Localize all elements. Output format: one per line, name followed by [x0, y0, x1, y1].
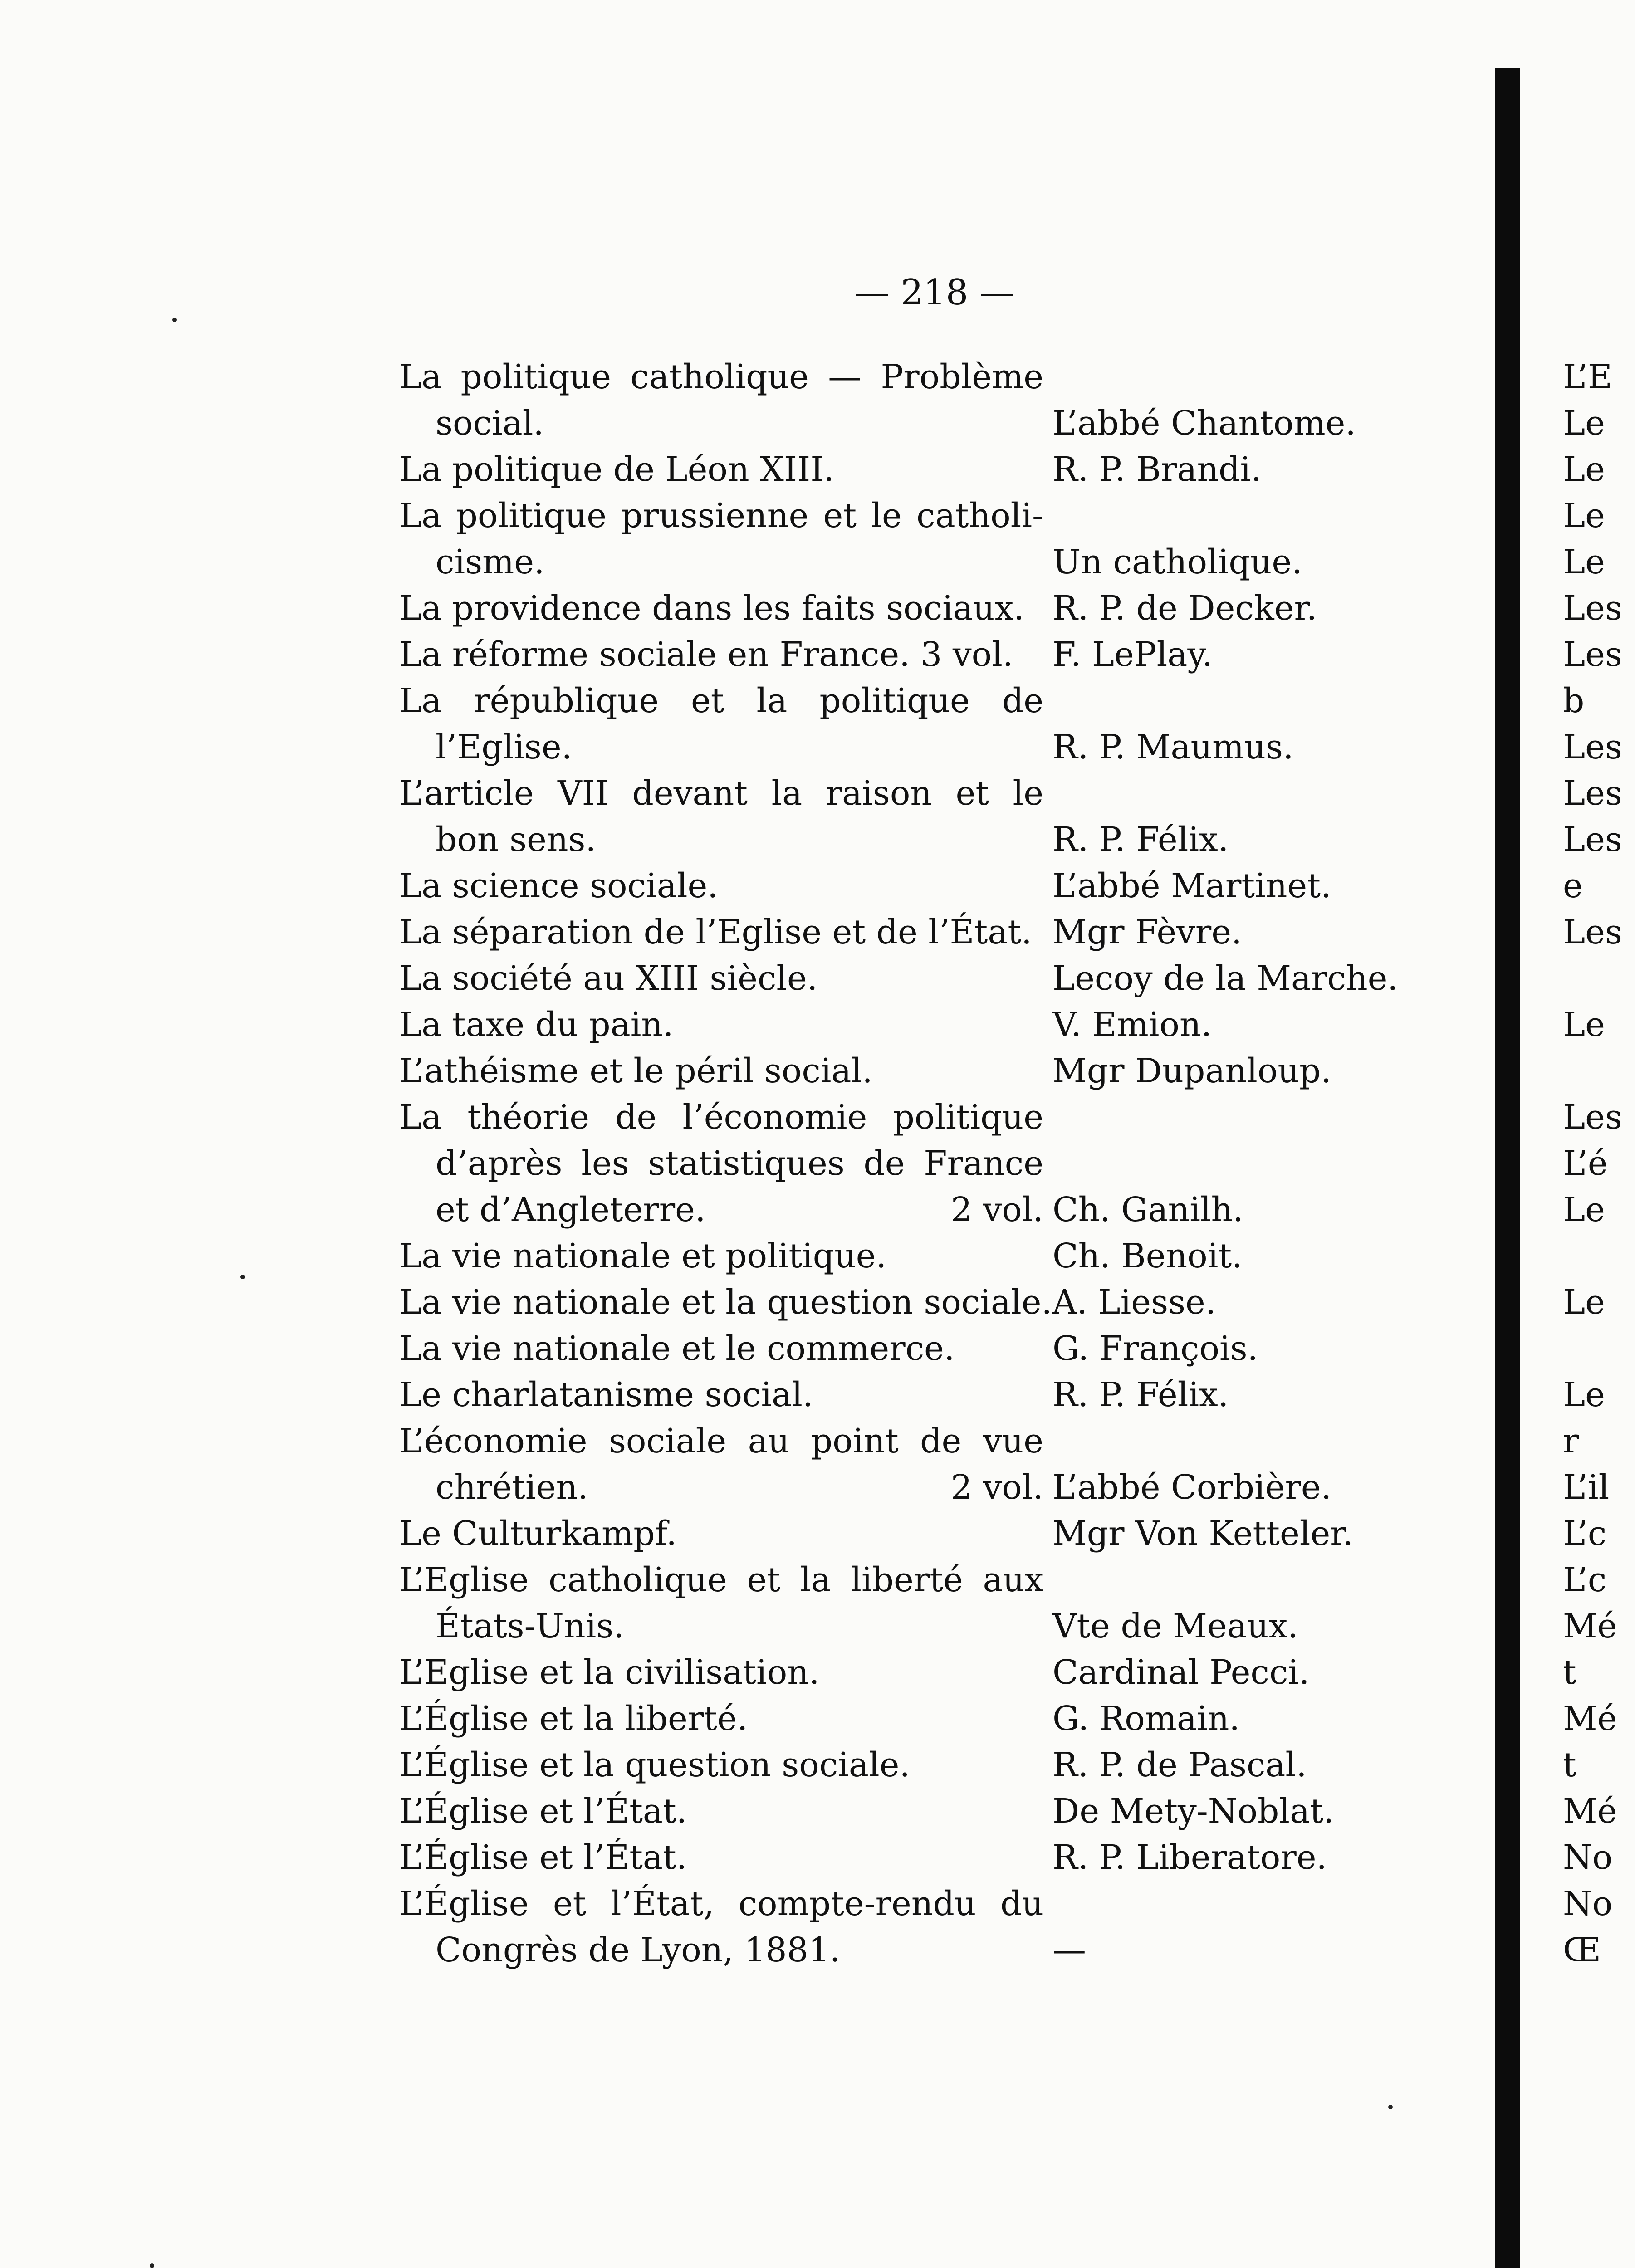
bibliography-entry — [399, 909, 1388, 955]
entry-author: Mgr Dupanloup. — [1052, 1051, 1331, 1090]
entry-title-line: l’Eglise. — [436, 728, 573, 767]
facing-page-fragment: t — [1563, 1653, 1576, 1692]
entry-title-line: L’article VII devant la raison et le — [399, 774, 1043, 813]
entry-author: Mgr Von Ketteler. — [1052, 1514, 1354, 1553]
entry-title-line: La vie nationale et la question sociale. — [399, 1283, 1052, 1322]
entry-title-line: La science sociale. — [399, 866, 718, 905]
bibliography-entry — [399, 1788, 1388, 1834]
entry-title-line: Le charlatanisme social. — [399, 1375, 813, 1414]
bibliography-entry — [399, 1094, 1388, 1233]
bibliography-entry — [399, 1418, 1388, 1510]
entry-author: Ch. Ganilh. — [1052, 1190, 1243, 1229]
entry-title-line: La providence dans les faits sociaux. — [399, 589, 1024, 628]
entry-author: A. Liesse. — [1052, 1283, 1216, 1322]
entry-title-line: Congrès de Lyon, 1881. — [436, 1931, 841, 1970]
entry-title-line: La vie nationale et politique. — [399, 1237, 887, 1276]
entry-author: Un catholique. — [1052, 543, 1302, 582]
entry-title-line: La république et la politique de — [399, 681, 1043, 720]
entry-title-line: cisme. — [436, 543, 545, 582]
entry-author: R. P. de Pascal. — [1052, 1745, 1307, 1784]
entry-title-line: La société au XIII siècle. — [399, 959, 818, 998]
facing-page-fragment: Les — [1563, 913, 1622, 952]
facing-page-fragment: t — [1563, 1745, 1576, 1784]
entry-title-line: et d’Angleterre. — [436, 1190, 706, 1229]
facing-page-fragment: b — [1563, 681, 1585, 720]
entry-author: R. P. Maumus. — [1052, 728, 1294, 767]
entry-title-line: La théorie de l’économie politique — [399, 1098, 1043, 1137]
entry-title-line: bon sens. — [436, 820, 597, 859]
bibliography-entry — [399, 1557, 1388, 1649]
entry-title-line: La politique catholique — Problème — [399, 357, 1043, 396]
entry-author: R. P. Liberatore. — [1052, 1838, 1327, 1877]
facing-page-fragment: Le — [1563, 1283, 1605, 1322]
entry-author: Vte de Meaux. — [1052, 1607, 1298, 1646]
entry-author: R. P. de Decker. — [1052, 589, 1317, 628]
bibliography-entry — [399, 446, 1388, 493]
entry-author: F. LePlay. — [1052, 635, 1213, 674]
facing-page-fragment: L’c — [1563, 1514, 1607, 1553]
entry-volumes: 2 vol. — [950, 1468, 1043, 1507]
bibliography-entry — [399, 1834, 1388, 1881]
bibliography-entry — [399, 1510, 1388, 1557]
entry-title-line: L’Eglise et la civilisation. — [399, 1653, 820, 1692]
bibliography-entry — [399, 1233, 1388, 1279]
entry-title-line: La séparation de l’Eglise et de l’État. — [399, 913, 1032, 952]
entry-author: R. P. Félix. — [1052, 1375, 1229, 1414]
entry-author: Cardinal Pecci. — [1052, 1653, 1310, 1692]
entry-title-line: L’Église et l’État, compte-rendu du — [399, 1884, 1043, 1923]
bibliography-entry — [399, 1881, 1388, 1973]
entry-title-line: États-Unis. — [436, 1607, 624, 1646]
bibliography-list — [399, 354, 1398, 1973]
facing-page-fragment: Les — [1563, 589, 1622, 628]
entry-title-line: Le Culturkampf. — [399, 1514, 677, 1553]
entry-title-line: L’Église et la liberté. — [399, 1699, 748, 1738]
facing-page-fragment: Le — [1563, 450, 1605, 489]
entry-author: L’abbé Martinet. — [1052, 866, 1331, 905]
entry-title-line: L’économie sociale au point de vue — [399, 1422, 1043, 1461]
bibliography-entry — [399, 863, 1388, 909]
entry-author: Lecoy de la Marche. — [1052, 959, 1398, 998]
entry-title-line: L’Église et l’État. — [399, 1792, 687, 1831]
facing-page-fragment: L’c — [1563, 1560, 1607, 1599]
facing-page-fragment: Le — [1563, 1375, 1605, 1414]
bibliography-entry — [399, 678, 1388, 770]
entry-author: G. François. — [1052, 1329, 1258, 1368]
facing-page-fragment: Mé — [1563, 1792, 1617, 1831]
facing-page-fragment: Le — [1563, 543, 1605, 582]
entry-author: Ch. Benoit. — [1052, 1237, 1243, 1276]
facing-page-fragment: L’E — [1563, 357, 1612, 396]
facing-page-fragment: L’é — [1563, 1144, 1608, 1183]
bibliography-entry — [399, 1325, 1388, 1372]
entry-title-line: L’athéisme et le péril social. — [399, 1051, 873, 1090]
bibliography-entry — [399, 1279, 1388, 1325]
facing-page-fragment: e — [1563, 866, 1583, 905]
bibliography-entry — [399, 1372, 1388, 1418]
bibliography-entry — [399, 1649, 1388, 1696]
entry-author: V. Emion. — [1052, 1005, 1212, 1044]
facing-page-fragment: L’il — [1563, 1468, 1610, 1507]
facing-page-fragment: Le — [1563, 1005, 1605, 1044]
facing-page-fragment: Œ — [1563, 1931, 1601, 1970]
facing-page-fragment: No — [1563, 1884, 1613, 1923]
bibliography-entry — [399, 631, 1388, 678]
entry-title-line: L’Église et l’État. — [399, 1838, 687, 1877]
facing-page-edge — [1563, 354, 1635, 1973]
facing-page-fragment — [1563, 1325, 1635, 1372]
ink-speck — [172, 318, 177, 322]
entry-title-line: La réforme sociale en France. 3 vol. — [399, 635, 1013, 674]
facing-page-fragment: Les — [1563, 728, 1622, 767]
entry-title-line: L’Eglise catholique et la liberté aux — [399, 1560, 1043, 1599]
ink-speck — [150, 2263, 154, 2268]
facing-page-fragment: Mé — [1563, 1699, 1617, 1738]
entry-author: — — [1052, 1931, 1086, 1970]
entry-title-line: La politique prussienne et le catholi- — [399, 496, 1043, 535]
entry-title-line: La taxe du pain. — [399, 1005, 674, 1044]
facing-page-fragment: Les — [1563, 635, 1622, 674]
entry-author: R. P. Félix. — [1052, 820, 1229, 859]
bibliography-entry — [399, 585, 1388, 631]
ink-speck — [240, 1275, 245, 1279]
bibliography-entry — [399, 1002, 1388, 1048]
entry-title-line: La politique de Léon XIII. — [399, 450, 835, 489]
bibliography-entry — [399, 770, 1388, 863]
entry-author: L’abbé Chantome. — [1052, 404, 1356, 443]
entry-author: L’abbé Corbière. — [1052, 1468, 1332, 1507]
facing-page-fragment: Le — [1563, 1190, 1605, 1229]
facing-page-fragment: Le — [1563, 496, 1605, 535]
bibliography-entry — [399, 493, 1388, 585]
entry-author: Mgr Fèvre. — [1052, 913, 1242, 952]
ink-flourish — [336, 2236, 563, 2268]
entry-title-line: La vie nationale et le commerce. — [399, 1329, 955, 1368]
entry-author: De Mety-Noblat. — [1052, 1792, 1334, 1831]
entry-title-line: d’après les statistiques de France — [436, 1144, 1043, 1183]
entry-title-line: social. — [436, 404, 544, 443]
facing-page-fragment: Les — [1563, 820, 1622, 859]
binding-shadow — [1495, 68, 1520, 2268]
entry-author: G. Romain. — [1052, 1699, 1240, 1738]
facing-page-fragment — [1563, 1048, 1635, 1094]
ink-speck — [1388, 2105, 1393, 2109]
facing-page-fragment: Le — [1563, 404, 1605, 443]
bibliography-entry — [399, 955, 1398, 1002]
page-number: — 218 — — [854, 272, 1015, 313]
facing-page-fragment: No — [1563, 1838, 1613, 1877]
entry-volumes: 2 vol. — [950, 1190, 1043, 1229]
bibliography-entry — [399, 1048, 1388, 1094]
facing-page-fragment — [1563, 955, 1635, 1002]
facing-page-fragment: Les — [1563, 774, 1622, 813]
entry-author: R. P. Brandi. — [1052, 450, 1262, 489]
facing-page-fragment: Mé — [1563, 1607, 1617, 1646]
facing-page-fragment: r — [1563, 1422, 1579, 1461]
bibliography-entry — [399, 354, 1388, 446]
bibliography-entry — [399, 1696, 1388, 1742]
facing-page-fragment — [1563, 1233, 1635, 1279]
entry-title-line: L’Église et la question sociale. — [399, 1745, 910, 1784]
bibliography-entry — [399, 1742, 1388, 1788]
entry-title-line: chrétien. — [436, 1468, 588, 1507]
facing-page-fragment: Les — [1563, 1098, 1622, 1137]
